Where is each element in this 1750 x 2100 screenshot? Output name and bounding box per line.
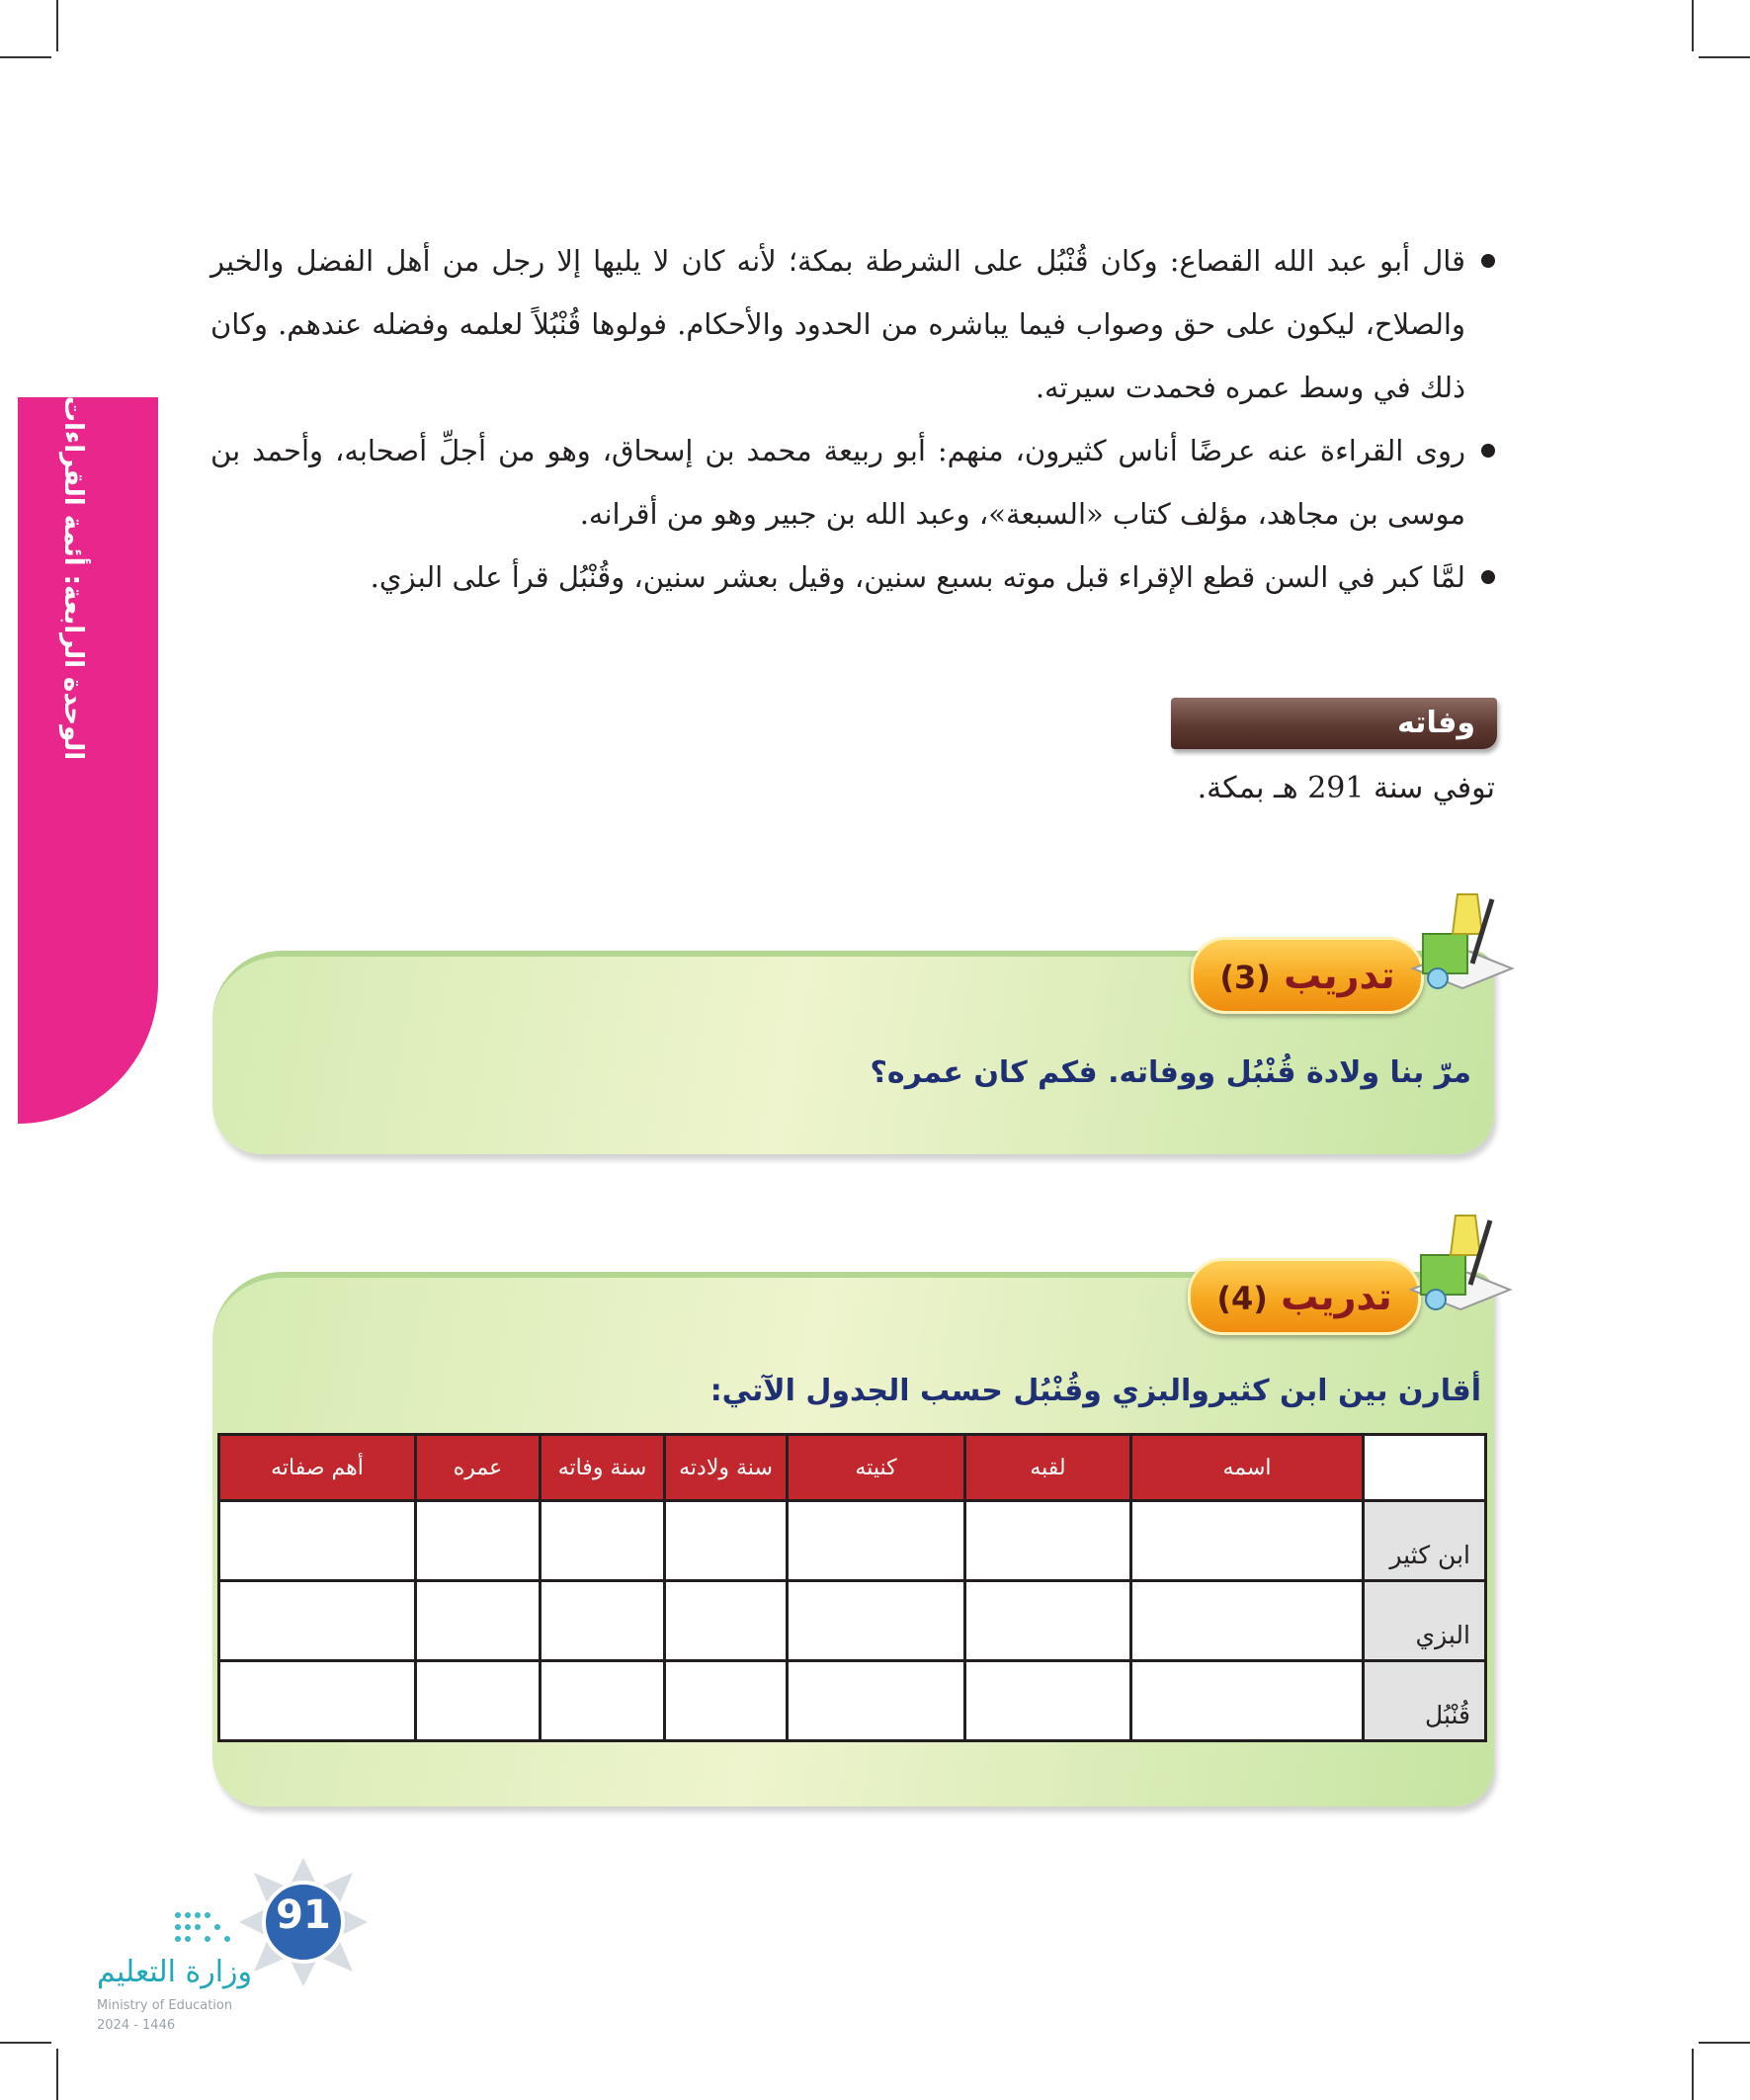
crop-mark [0, 2042, 51, 2044]
table-cell[interactable] [665, 1581, 788, 1661]
table-header: سنة وفاته [541, 1435, 665, 1501]
bullet-item: روى القراءة عنه عرضًا أناس كثيرون، منهم: أبو ربيعة محمد بن إسحاق، وهو من أجلِّ أصحابه، وأحمد بن موسى بن مجاهد، مؤلف كتاب «السبعة»، وعبد الله بن جبير وهو من أقرانه. [210, 419, 1495, 546]
table-header-row [219, 1435, 1486, 1501]
section-header-death: وفاته [1171, 698, 1497, 749]
practice-3-number: (3) [1219, 959, 1271, 996]
table-cell[interactable] [416, 1661, 541, 1741]
table-cell[interactable] [219, 1501, 416, 1581]
table-header: اسمه [1131, 1435, 1364, 1501]
crop-mark [0, 56, 51, 58]
table-cell[interactable] [219, 1581, 416, 1661]
table-row [219, 1581, 1486, 1661]
crop-mark [1692, 0, 1694, 51]
table-cell[interactable] [965, 1501, 1131, 1581]
unit-side-tab-label: الوحدة الرابعة: أئمة القراءات [58, 395, 88, 761]
practice-4-badge [1188, 1258, 1421, 1335]
table-cell[interactable] [665, 1501, 788, 1581]
table-cell[interactable] [541, 1661, 665, 1741]
ministry-logo-icon [173, 1907, 242, 1947]
table-cell[interactable] [541, 1501, 665, 1581]
page-number: 91 [276, 1892, 331, 1938]
table-corner-cell [1364, 1435, 1486, 1501]
bullet-item: لمَّا كبر في السن قطع الإقراء قبل موته بسبع سنين، وقيل بعشر سنين، وقُنْبُل قرأ على البزي. [210, 546, 1495, 609]
table-row-header: البزي [1364, 1581, 1486, 1661]
table-cell[interactable] [416, 1581, 541, 1661]
table-header: أهم صفاته [219, 1435, 416, 1501]
pen-book-icon [1403, 880, 1522, 998]
table-row [219, 1661, 1486, 1741]
bullet-item: قال أبو عبد الله القصاع: وكان قُنْبُل على الشرطة بمكة؛ لأنه كان لا يليها إلا رجل من أهل الفضل والخير والصلاح، ليكون على حق وصواب فيما يباشره من الحدود والأحكام. فولوها قُنْبُلاً لعلمه وفضله عندهم. وكان ذلك في وسط عمره فحمدت سيرته. [210, 229, 1495, 419]
practice-3-question: مرّ بنا ولادة قُنْبُل ووفاته. فكم كان عمره؟ [870, 1055, 1471, 1090]
table-cell[interactable] [1131, 1661, 1364, 1741]
crop-mark [1692, 2049, 1694, 2100]
table-header: كنيته [788, 1435, 965, 1501]
crop-mark [1699, 2042, 1750, 2044]
table-row-header: قُنْبُل [1364, 1661, 1486, 1741]
table-cell[interactable] [1131, 1581, 1364, 1661]
crop-mark [1699, 56, 1750, 58]
table-cell[interactable] [788, 1661, 965, 1741]
unit-side-tab [18, 397, 158, 1124]
intro-text [210, 229, 1495, 609]
practice-4-number: (4) [1216, 1280, 1268, 1317]
table-header: لقبه [965, 1435, 1131, 1501]
practice-3-badge [1191, 937, 1424, 1014]
table-cell[interactable] [416, 1501, 541, 1581]
table-header: سنة ولادته [665, 1435, 788, 1501]
death-text: توفي سنة 291 هـ بمكة. [1197, 771, 1495, 805]
table-cell[interactable] [788, 1581, 965, 1661]
ministry-name-english: Ministry of Education [97, 1998, 233, 2013]
table-cell[interactable] [965, 1661, 1131, 1741]
table-cell[interactable] [965, 1581, 1131, 1661]
table-header: عمره [416, 1435, 541, 1501]
pen-book-icon [1401, 1201, 1520, 1319]
comparison-table [217, 1433, 1487, 1742]
edition-year: 2024 - 1446 [97, 2018, 176, 2033]
table-cell[interactable] [541, 1581, 665, 1661]
table-cell[interactable] [788, 1501, 965, 1581]
table-cell[interactable] [219, 1661, 416, 1741]
table-cell[interactable] [1131, 1501, 1364, 1581]
ministry-name-arabic: وزارة التعليم [97, 1955, 253, 1989]
table-row-header: ابن كثير [1364, 1501, 1486, 1581]
table-row [219, 1501, 1486, 1581]
table-cell[interactable] [665, 1661, 788, 1741]
practice-3-label: تدريب [1284, 954, 1395, 997]
crop-mark [56, 0, 58, 51]
practice-4-label: تدريب [1281, 1275, 1392, 1318]
practice-4-instruction: أقارن بين ابن كثيروالبزي وقُنْبُل حسب الجدول الآتي: [709, 1374, 1481, 1408]
crop-mark [56, 2049, 58, 2100]
